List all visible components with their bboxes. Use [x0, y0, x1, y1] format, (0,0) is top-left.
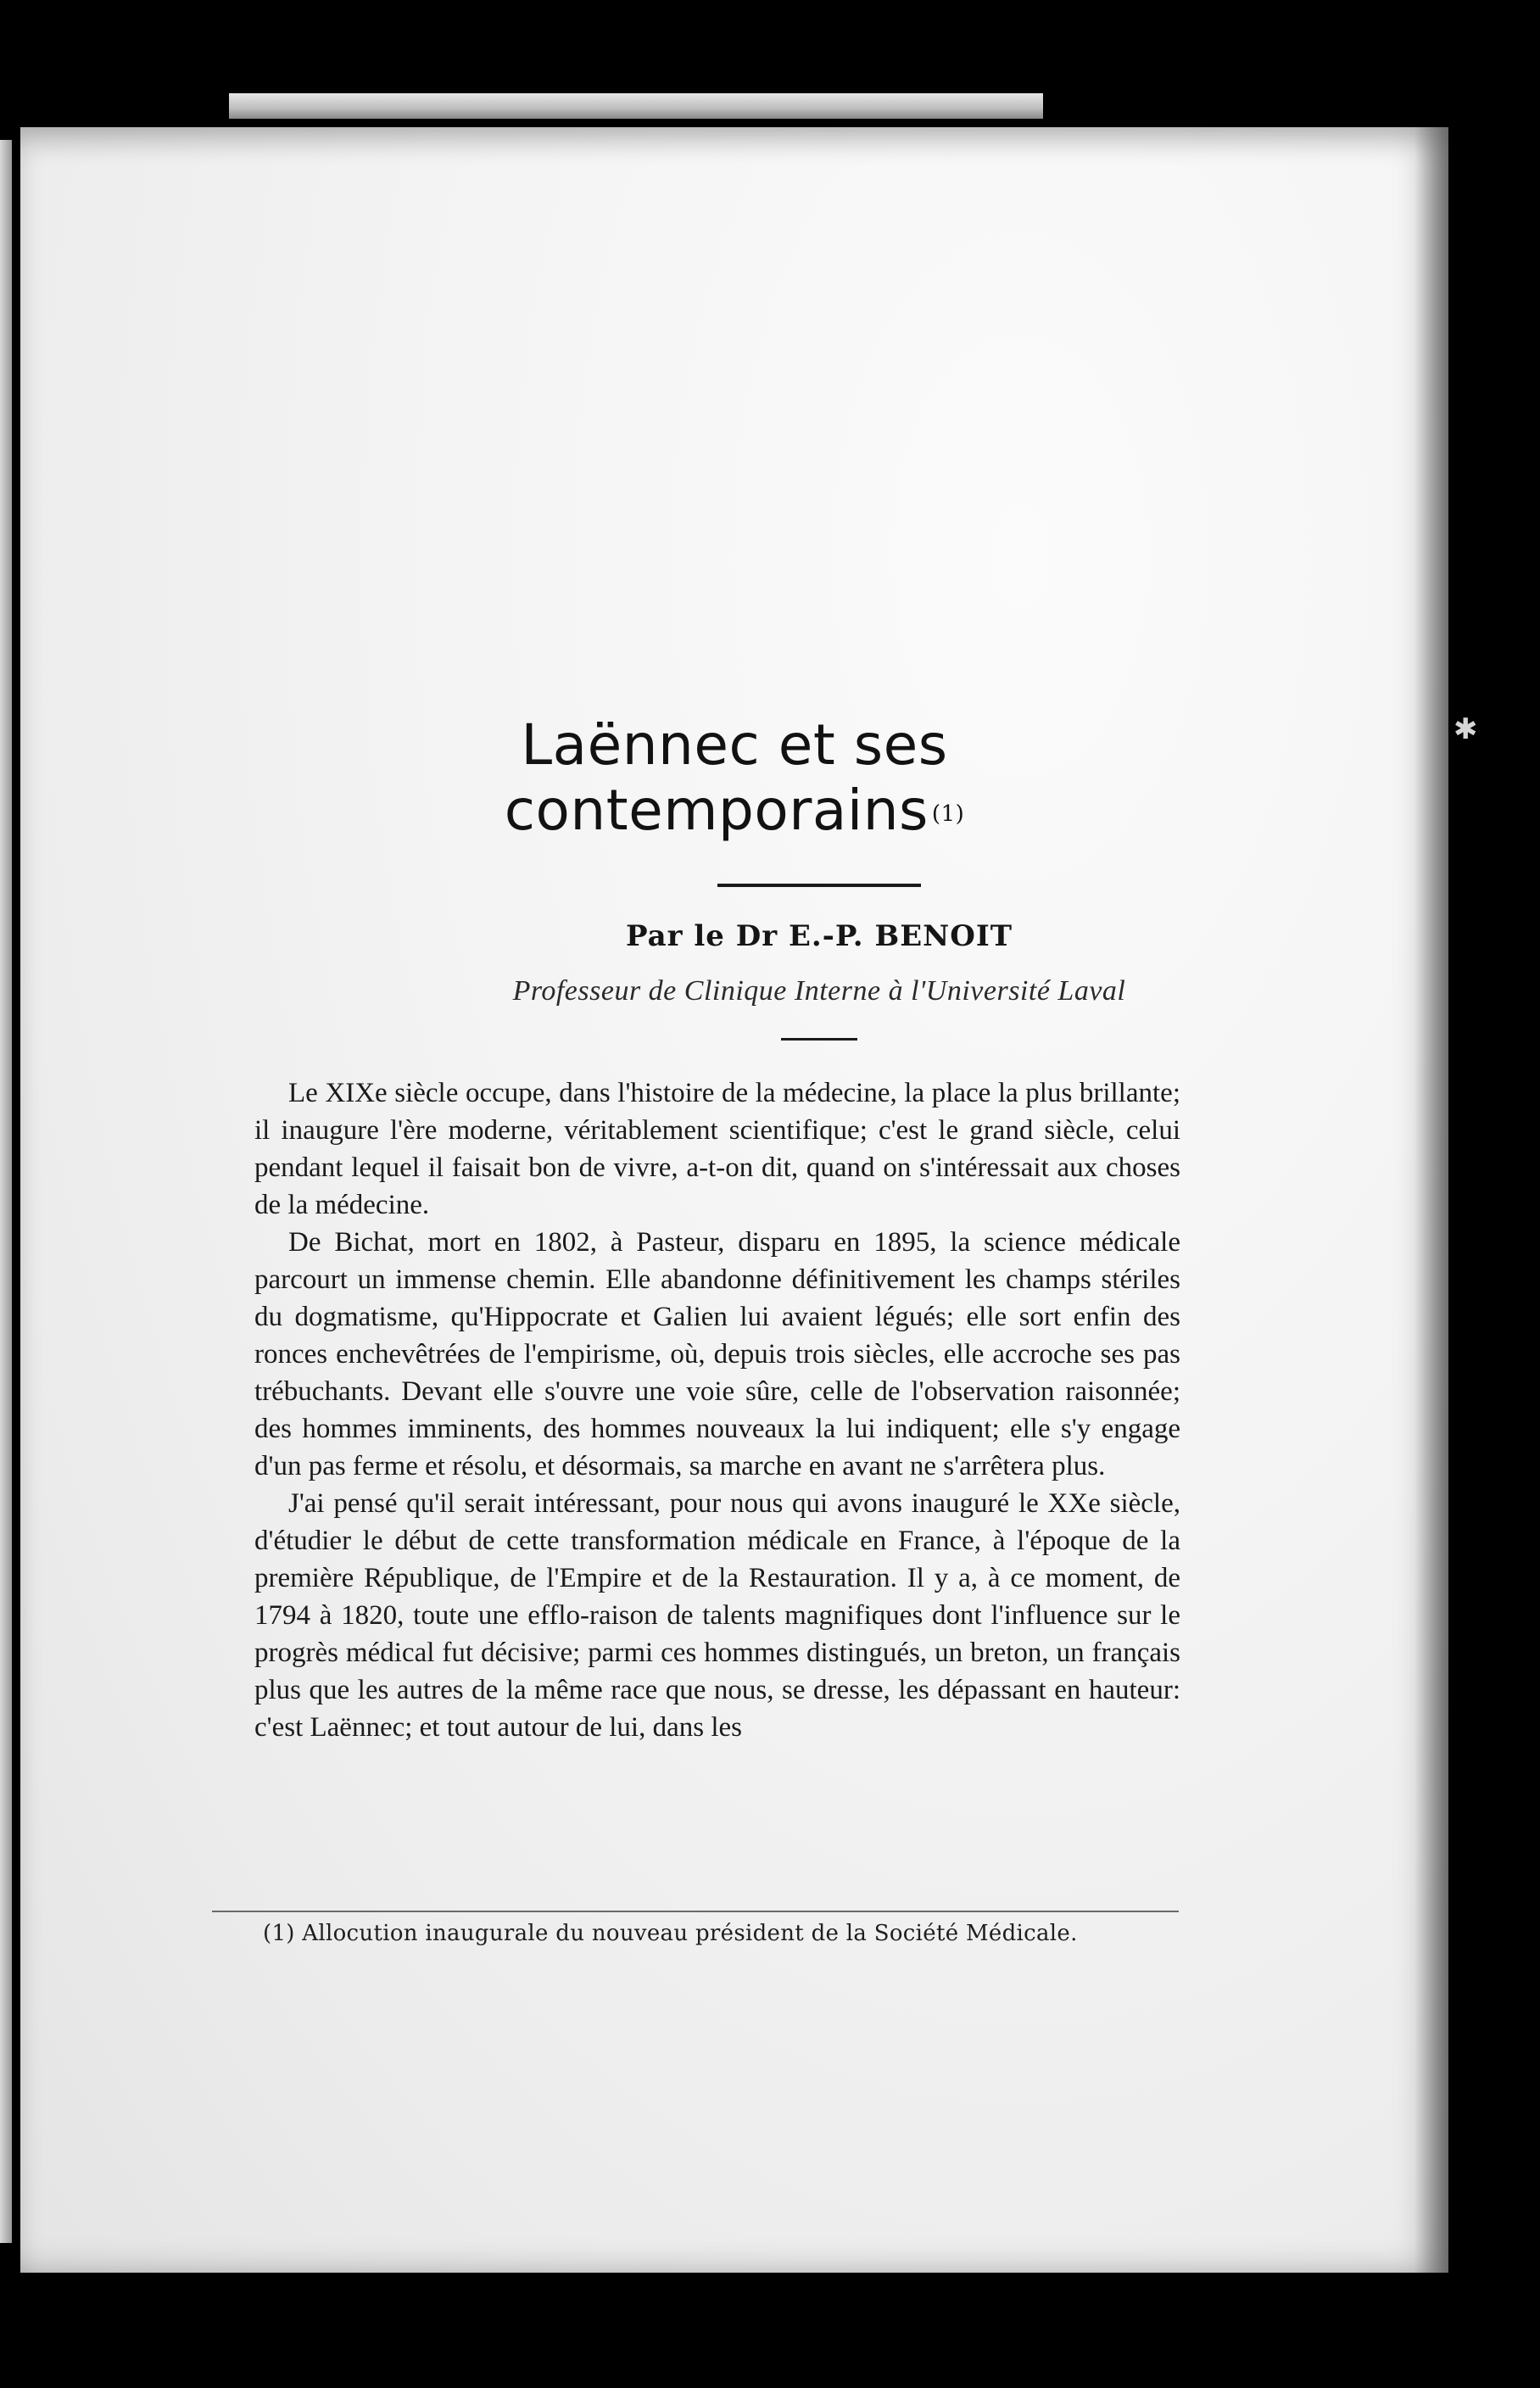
footnote: (1) Allocution inaugurale du nouveau président de la Société Médicale. [263, 1921, 1078, 1946]
article-title-text: Laënnec et ses contemporains [504, 712, 948, 843]
article-title [288, 712, 1180, 843]
article-content [254, 712, 1180, 1746]
body-paragraph: Le XIXe siècle occupe, dans l'histoire de la médecine, la place la plus brillante; il inaugure l'ère moderne, véritablement scientifique; c'est le grand siècle, celui pendant lequel il faisait bon de vivre, a-t-on dit, quand on s'intéressait aux choses de la médecine. [254, 1078, 1180, 1220]
article-author: Par le Dr E.-P. BENOIT [625, 919, 1013, 953]
article-body [254, 1074, 1180, 1746]
previous-page-strip [229, 93, 1043, 119]
title-footnote-marker: (1) [931, 801, 965, 827]
title-divider [717, 884, 921, 887]
body-paragraph: De Bichat, mort en 1802, à Pasteur, disparu en 1895, la science médicale parcourt un immense chemin. Elle abandonne définitivement les champs stériles du dogmatisme, qu'Hippocrate et Galien lui avaient légués; elle sort enfin des ronces enchevêtrées de l'empirisme, où, depuis trois siècles, elle accroche ses pas trébuchants. Devant elle s'ouvre une voie sûre, celle de l'observation raisonnée; des hommes imminents, des hommes nouveaux la lui indiquent; elle s'y engage d'un pas ferme et résolu, et désormais, sa marche en avant ne s'arrêtera plus. [254, 1227, 1180, 1481]
byline-divider [781, 1038, 857, 1041]
ink-blot-icon: ✱ [1454, 712, 1478, 746]
page-binding-shadow [1414, 127, 1448, 2273]
body-paragraph: J'ai pensé qu'il serait intéressant, pour nous qui avons inauguré le XXe siècle, d'étudier le début de cette transformation médicale en France, à l'époque de la première République, de l'Empire et de la Restauration. Il y a, à ce moment, de 1794 à 1820, toute une efflo-raison de talents magnifiques dont l'influence sur le progrès médical fut décisive; parmi ces hommes distingués, un breton, un français plus que les autres de la même race que nous, se dresse, les dépassant en hauteur: c'est Laënnec; et tout autour de lui, dans les [254, 1488, 1180, 1743]
facing-page-edge [0, 140, 12, 2243]
author-affiliation: Professeur de Clinique Interne à l'Université Laval [512, 975, 1126, 1007]
footnote-divider [212, 1911, 1179, 1912]
